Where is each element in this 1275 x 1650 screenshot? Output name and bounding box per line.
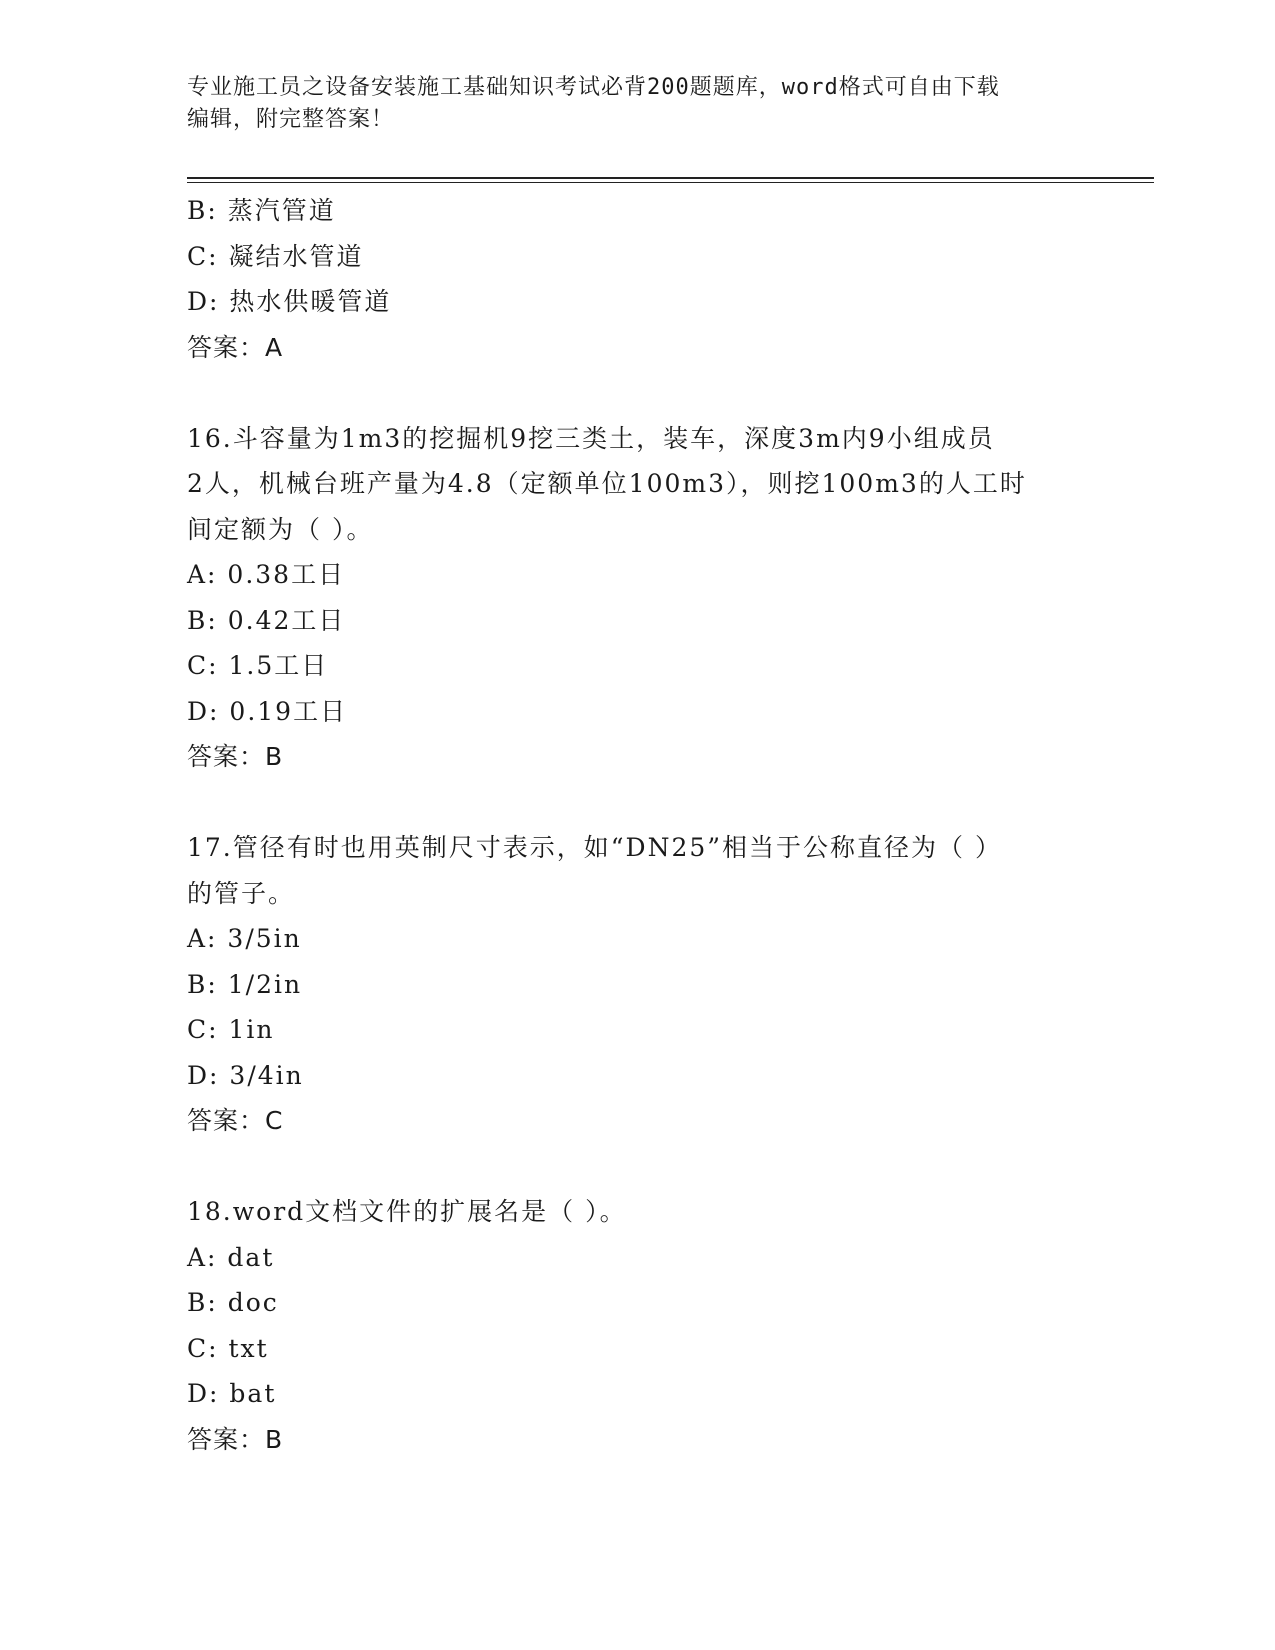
question-text (187, 416, 1087, 553)
answer-label: 答案：A (187, 332, 284, 362)
answer-label: 答案：B (187, 1424, 284, 1454)
option-d: D: 3/4in (187, 1060, 304, 1090)
question-line: 的管子。 (187, 878, 296, 908)
question-line: 18.word文档文件的扩展名是（ ）。 (187, 1197, 627, 1226)
question-18 (187, 1189, 1087, 1462)
question-16 (187, 416, 1087, 780)
header-divider-thick (187, 177, 1154, 179)
header-line-1: 专业施工员之设备安装施工基础知识考试必背200题题库，word格式可自由下载 (187, 75, 1000, 100)
option-b: B: doc (187, 1288, 279, 1317)
question-line: 2人，机械台班产量为4.8（定额单位100m3），则挖100m3的人工时 (187, 469, 1027, 498)
spacer (187, 780, 1087, 826)
option-b: B: 1/2in (187, 969, 303, 999)
question-line: 间定额为（ ）。 (187, 514, 374, 544)
option-c: C: txt (187, 1333, 269, 1363)
option-d: D: 热水供暖管道 (187, 287, 392, 316)
header-line-2: 编辑，附完整答案！ (187, 107, 395, 132)
option-c: C: 1.5工日 (187, 651, 329, 680)
header-divider-thin (187, 182, 1154, 183)
option-c: C: 凝结水管道 (187, 241, 364, 271)
question-17 (187, 825, 1087, 1144)
answer-label: 答案：C (187, 1106, 284, 1135)
option-b: B: 蒸汽管道 (187, 196, 336, 225)
question-15-tail (187, 188, 1087, 370)
option-a: A: 0.38工日 (187, 560, 346, 589)
document-header (187, 72, 1067, 136)
option-b: B: 0.42工日 (187, 605, 346, 635)
question-line: 17.管径有时也用英制尺寸表示，如“DN25”相当于公称直径为（ ） (187, 833, 1002, 862)
question-text (187, 1189, 1087, 1235)
option-c: C: 1in (187, 1015, 275, 1044)
question-line: 16.斗容量为1m3的挖掘机9挖三类土，装车，深度3m内9小组成员 (187, 423, 995, 453)
option-d: D: bat (187, 1379, 277, 1408)
option-d: D: 0.19工日 (187, 696, 348, 726)
option-a: A: dat (187, 1242, 275, 1272)
question-text (187, 825, 1087, 916)
answer-label: 答案：B (187, 742, 284, 771)
spacer (187, 1144, 1087, 1190)
option-a: A: 3/5in (187, 924, 302, 953)
spacer (187, 370, 1087, 416)
question-list (187, 188, 1087, 1462)
